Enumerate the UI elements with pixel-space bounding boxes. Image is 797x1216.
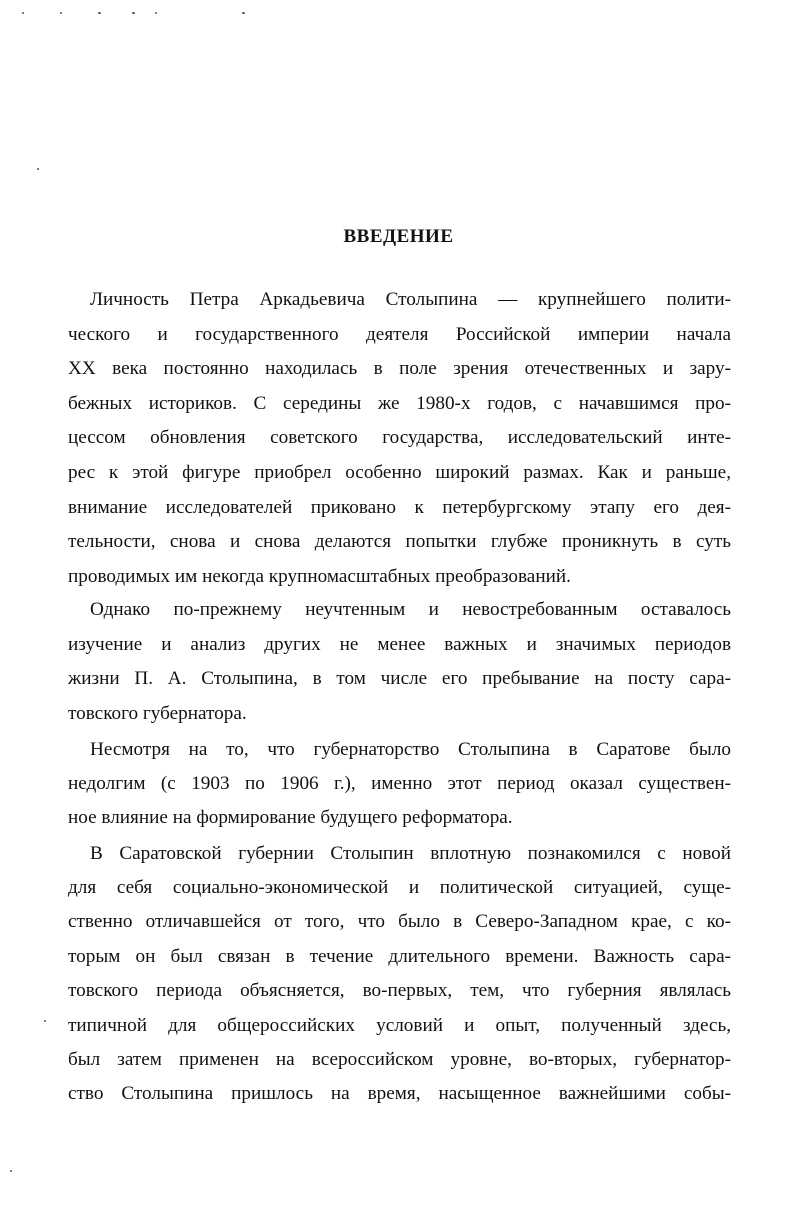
text-line: изучение и анализ других не менее важных и значимых периодов [68,634,731,655]
scan-speck [22,12,24,14]
text-line: ческого и государственного деятеля Российской империи начала [68,324,731,345]
scan-speck [37,168,39,170]
text-line: недолгим (с 1903 по 1906 г.), именно этот период оказал существен- [68,773,731,794]
text-line: рес к этой фигуре приобрел особенно широкий размах. Как и раньше, [68,462,731,483]
text-line: бежных историков. С середины же 1980-х годов, с начавшимся про- [68,393,731,414]
text-line: жизни П. А. Столыпина, в том числе его пребывание на посту сара- [68,668,731,689]
text-line: внимание исследователей приковано к петербургскому этапу его дея- [68,497,731,518]
scan-speck [44,1020,46,1022]
text-line: был затем применен на всероссийском уровне, во-вторых, губернатор- [68,1049,731,1070]
scan-speck [98,12,101,14]
page-title: ВВЕДЕНИЕ [343,226,454,247]
text-line: ство Столыпина пришлось на время, насыщенное важнейшими собы- [68,1083,731,1104]
text-line: проводимых им некогда крупномасштабных преобразований. [68,566,571,587]
text-line: товского периода объясняется, во-первых, тем, что губерния являлась [68,980,731,1001]
text-line: ное влияние на формирование будущего реформатора. [68,807,513,828]
text-line: Однако по-прежнему неучтенным и невостребованным оставалось [90,599,731,620]
scan-speck [10,1170,12,1172]
text-line: торым он был связан в течение длительного времени. Важность сара- [68,946,731,967]
text-line: цессом обновления советского государства, исследовательский инте- [68,427,731,448]
text-line: ственно отличавшейся от того, что было в Северо-Западном крае, с ко- [68,911,731,932]
text-line: типичной для общероссийских условий и опыт, полученный здесь, [68,1015,731,1036]
scan-speck [242,12,245,14]
text-line: тельности, снова и снова делаются попытки глубже проникнуть в суть [68,531,731,552]
text-line: Несмотря на то, что губернаторство Столыпина в Саратове было [90,739,731,760]
scan-speck [132,12,135,14]
text-line: Личность Петра Аркадьевича Столыпина — крупнейшего полити- [90,289,731,310]
scan-speck [155,12,157,14]
text-line: В Саратовской губернии Столыпин вплотную познакомился с новой [90,843,731,864]
text-line: XX века постоянно находилась в поле зрения отечественных и зару- [68,358,731,379]
text-line: товского губернатора. [68,703,247,724]
scan-speck [60,12,62,14]
text-line: для себя социально-экономической и политической ситуацией, суще- [68,877,731,898]
